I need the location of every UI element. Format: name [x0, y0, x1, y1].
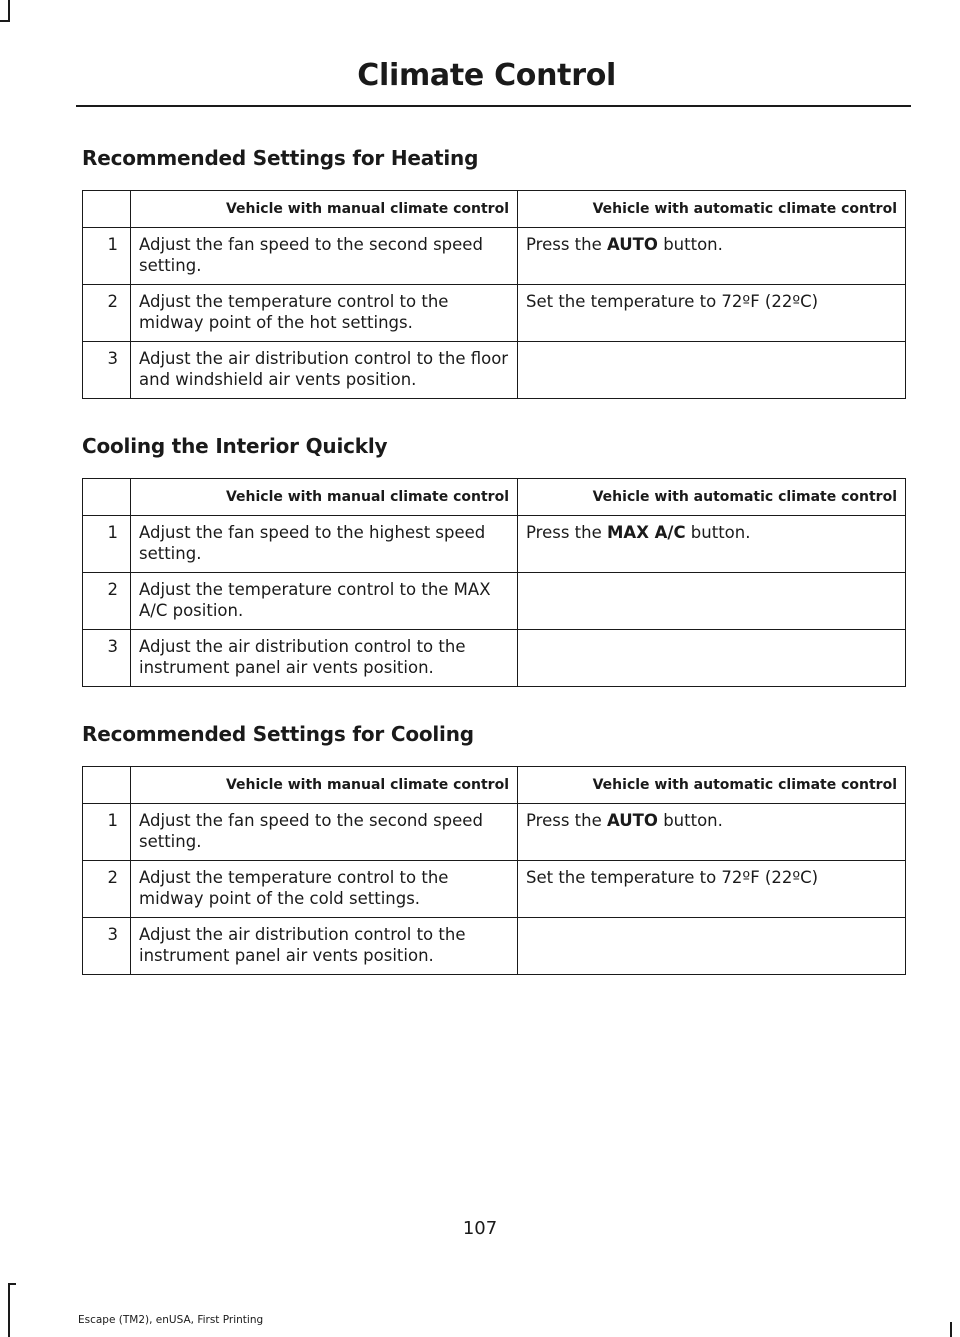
automatic-instruction	[518, 573, 906, 630]
crop-mark	[0, 20, 10, 22]
manual-instruction: Adjust the temperature control to the midway point of the hot settings.	[131, 285, 518, 342]
column-header-step	[83, 479, 131, 516]
crop-mark	[8, 0, 10, 20]
step-number: 3	[83, 630, 131, 687]
table-row	[83, 918, 906, 975]
step-number: 3	[83, 918, 131, 975]
section-title-cooling-quickly: Cooling the Interior Quickly	[82, 434, 388, 458]
automatic-instruction	[518, 342, 906, 399]
table-header-row	[83, 767, 906, 804]
cooling-settings-table	[82, 766, 906, 975]
instruction-text: Press the	[526, 235, 607, 254]
crop-mark	[8, 1283, 10, 1337]
page-number: 107	[462, 1218, 498, 1239]
instruction-text: button.	[657, 235, 723, 254]
step-number: 2	[83, 573, 131, 630]
step-number: 1	[83, 228, 131, 285]
step-number: 2	[83, 285, 131, 342]
column-header-automatic: Vehicle with automatic climate control	[518, 767, 906, 804]
instruction-text: Set the temperature to 72ºF (22ºC)	[526, 868, 819, 887]
column-header-automatic: Vehicle with automatic climate control	[518, 479, 906, 516]
table-row	[83, 285, 906, 342]
automatic-instruction	[518, 516, 906, 573]
instruction-text: Press the	[526, 811, 607, 830]
table-row	[83, 804, 906, 861]
manual-instruction: Adjust the fan speed to the highest speed setting.	[131, 516, 518, 573]
automatic-instruction	[518, 804, 906, 861]
cooling-quickly-table	[82, 478, 906, 687]
column-header-manual: Vehicle with manual climate control	[131, 767, 518, 804]
table-row	[83, 573, 906, 630]
step-number: 2	[83, 861, 131, 918]
crop-mark	[8, 1283, 16, 1285]
edition-footer: Escape (TM2), enUSA, First Printing	[78, 1314, 264, 1326]
chapter-title: Climate Control	[357, 58, 616, 93]
button-name: AUTO	[607, 235, 658, 254]
manual-instruction: Adjust the air distribution control to the instrument panel air vents position.	[131, 630, 518, 687]
instruction-text: Set the temperature to 72ºF (22ºC)	[526, 292, 819, 311]
instruction-text: button.	[685, 523, 751, 542]
column-header-step	[83, 767, 131, 804]
step-number: 1	[83, 516, 131, 573]
heating-settings-table	[82, 190, 906, 399]
column-header-step	[83, 191, 131, 228]
table-row	[83, 630, 906, 687]
header-divider	[76, 105, 911, 107]
column-header-automatic: Vehicle with automatic climate control	[518, 191, 906, 228]
manual-instruction: Adjust the air distribution control to the instrument panel air vents position.	[131, 918, 518, 975]
section-title-cooling: Recommended Settings for Cooling	[82, 722, 474, 746]
crop-mark	[950, 1322, 952, 1337]
automatic-instruction	[518, 228, 906, 285]
step-number: 3	[83, 342, 131, 399]
table-header-row	[83, 191, 906, 228]
step-number: 1	[83, 804, 131, 861]
instruction-text: Press the	[526, 523, 607, 542]
table-row	[83, 516, 906, 573]
manual-instruction: Adjust the air distribution control to the floor and windshield air vents position.	[131, 342, 518, 399]
button-name: AUTO	[607, 811, 658, 830]
instruction-text: button.	[657, 811, 723, 830]
automatic-instruction	[518, 630, 906, 687]
section-title-heating: Recommended Settings for Heating	[82, 146, 479, 170]
column-header-manual: Vehicle with manual climate control	[131, 479, 518, 516]
column-header-manual: Vehicle with manual climate control	[131, 191, 518, 228]
automatic-instruction	[518, 861, 906, 918]
manual-instruction: Adjust the fan speed to the second speed setting.	[131, 804, 518, 861]
table-row	[83, 228, 906, 285]
button-name: MAX A/C	[607, 523, 686, 542]
table-header-row	[83, 479, 906, 516]
automatic-instruction	[518, 285, 906, 342]
automatic-instruction	[518, 918, 906, 975]
table-row	[83, 861, 906, 918]
manual-instruction: Adjust the temperature control to the midway point of the cold settings.	[131, 861, 518, 918]
table-row	[83, 342, 906, 399]
manual-instruction: Adjust the fan speed to the second speed setting.	[131, 228, 518, 285]
manual-instruction: Adjust the temperature control to the MAX A/C position.	[131, 573, 518, 630]
